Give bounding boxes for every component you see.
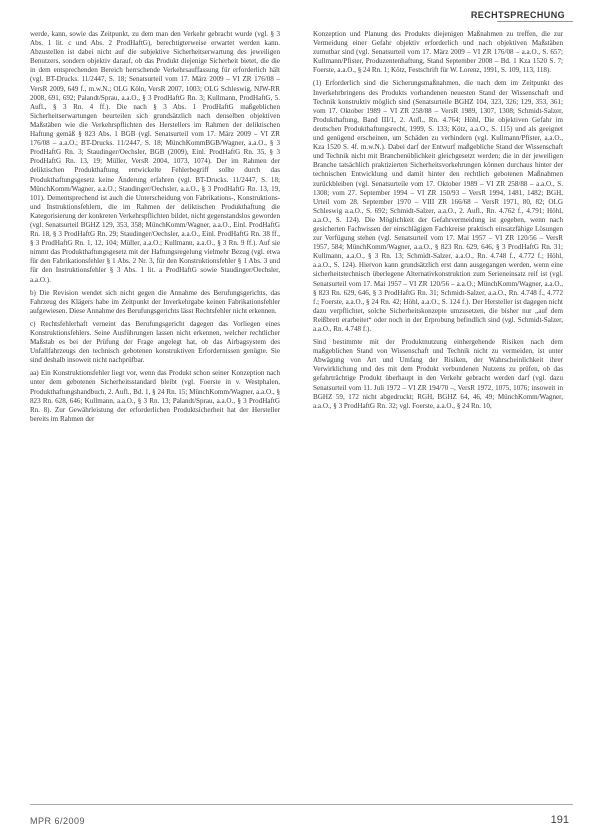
header-rule: [497, 21, 573, 22]
page-header: [0, 0, 603, 26]
right-column: [313, 30, 563, 785]
paragraph: aa) Ein Konstruktionsfehler liegt vor, wenn das Produkt schon seiner Konzeption nach unter dem gebotenen Sicherheitsstandard bleibt (vgl. Foerste in v. Westphalen, Produkthaftungshandbuch, 2. Aufl., Bd. 1, § 24 Rn. 15; MünchKomm/Wagner, a.a.O., § 823 Rn. 628, 646; Kullmann, a.a.O., § 3 Rn. 13; Palandt/Sprau, a.a.O., § 3 ProdHaftG Rn. 8). Zur Gewährleistung der erforderlichen Produktsicherheit hat der Hersteller bereits im Rahmen der: [30, 369, 280, 423]
left-column: [30, 30, 280, 785]
page-footer: [0, 800, 603, 838]
section-label: RECHTSPRECHUNG: [470, 10, 565, 20]
paragraph: werde, kann, sowie das Zeitpunkt, zu dem man den Verkehr gebracht wurde (vgl. § 3 Abs. 1 lit. c und Abs. 2 ProdHaftG), berechtigterweise erwartet werden kann. Abzustellen ist dabei nicht auf die subjektive Sicherheitserwartung des jeweiligen Benutzers, sondern objektiv darauf, ob das Produkt diejenige Sicherheit bietet, die die in dem entsprechenden Bereich herrschende Verkehrsauffassung für erforderlich hält (vgl. BT-Drucks. 11/2447, S. 18; Senatsurteil vom 17. März 2009 – VI ZR 176/08 – VersR 2009, 649 f., m.w.N.; OLG Köln, VersR 2007, 1003; OLG Schleswig, NJW-RR 2008, 691, 692; Palandt/Sprau, a.a.O., § 3 ProdHaftG Rn. 3; Kullmann, ProdHaftG, 5. Aufl., § 3 Rn. 4 ff.). Die nach § 3 Abs. 1 ProdHaftG maßgeblichen Sicherheitserwartungen beurteilen sich grundsätzlich nach denselben objektiven Maßstäben wie die Verkehrspflichten des Herstellers im Rahmen der deliktischen Haftung gemäß § 823 Abs. 1 BGB (vgl. Senatsurteil vom 17. März 2009 – VI ZR 176/08 – a.a.O.; BT-Drucks. 11/2447, S. 18; MünchKommBGB/Wagner, a.a.O., § 3 ProdHaftG Rn. 3; Staudinger/Oechsler, BGB (2009), Einl. ProdHaftG Rn. 35, § 3 ProdHaftG Rn. 13, 19; Müller, VersR 2004, 1073, 1074). Der im Rahmen der deliktischen Produkthaftung entwickelte Fehlerbegriff sollte durch das Produkthaftungsgesetz keine Änderung erfahren (vgl. BT-Drucks. 11/2447, S. 18; MünchKomm/Wagner, a.a.O.; Staudinger/Oechsler, a.a.O., § 3 ProdHaftG Rn. 13, 19, 101). Dementsprechend ist auch die Unterscheidung von Fabrikations-, Konstruktions- und Instruktionsfehlern, die im Rahmen der deliktischen Produkthaftung die Kategorisierung der konkreten Verkehrspflichten bildet, nicht gegenstandslos geworden (vgl. Senatsurteil BGHZ 129, 353, 358; MünchKomm/Wagner, a.a.O., Einl. ProdHaftG Rn. 18, § 3 ProdHaftG Rn. 29; Staudinger/Oechsler, a.a.O., Einl. ProdHaftG Rn. 38 ff., § 3 ProdHaftG Rn. 1, 12, 104; Müller, a.a.O.; Kullmann, a.a.O., § 3 Rn. 9 ff.). Auf sie nimmt das Produkthaftungsgesetz mit der Haftungsregelung vielmehr Bezug (vgl. etwa für den Fabrikationsfehler § 1 Abs. 2 Nr. 3, für den Konstruktionsfehler § 1 Abs. 3 und für den Instruktionsfehler § 3 Abs. 1 lit. a ProdHaftG sowie Staudinger/Oechsler, a.a.O.).: [30, 30, 280, 284]
paragraph: Konzeption und Planung des Produkts diejenigen Maßnahmen zu treffen, die zur Vermeidung einer Gefahr objektiv erforderlich und nach objektiven Maßstäben zumutbar sind (vgl. Senatsurteil vom 17. März 2009 – VI ZR 176/08 – a.a.O., S. 657; Kullmann/Pfister, Produzentenhaftung, Stand September 2008 – Bd. 1 Kza 1520 S. 7; Foerste, a.a.O., § 24 Rn. 1; Kötz, Festschrift für W. Lorenz, 1991, S. 109, 113, 118).: [313, 30, 563, 75]
paragraph: b) Die Revision wendet sich nicht gegen die Annahme des Berufungsgerichts, das Fahrzeug des Klägers habe im Zeitpunkt der Inverkehrgabe keinen Fabrikationsfehler aufgewiesen. Diese Annahme des Berufungsgerichts lässt Rechtsfehler nicht erkennen.: [30, 288, 280, 315]
page-number: 191: [550, 814, 569, 826]
journal-issue: MPR 6/2009: [30, 816, 86, 826]
paragraph: c) Rechtsfehlerhaft verneint das Berufungsgericht dagegen das Vorliegen eines Konstruktionsfehlers. Seine Ausführungen lassen nicht erkennen, welcher rechtlicher Maßstab es bei der Prüfung der Frage angelegt hat, ob das Airbagsystem des Unfallfahrzeugs den technisch gebotenen konstruktiven Erfordernissen genügte. Sie sind deshalb insoweit nicht nachprüfbar.: [30, 319, 280, 365]
footer-rule: [30, 804, 573, 805]
paragraph: Sind bestimmte mit der Produktnutzung einhergehende Risiken nach dem maßgeblichen Stand von Wissenschaft und Technik nicht zu vermeiden, ist unter Abwägung von Art und Umfang der Risiken, der Wahrscheinlichkeit ihrer Verwirklichung und des mit dem Produkt verbundenen Nutzens zu prüfen, ob das gefahrträchtige Produkt überhaupt in den Verkehr gebracht werden darf (vgl. dazu Senatsurteil vom 11. Juli 1972 – VI ZR 194/70 –, VersR 1972, 1075, 1076; insoweit in BGHZ 59, 172 nicht abgedruckt; RGH, BGHZ 64, 46, 49; MünchKomm/Wagner, a.a.O., § 3 ProdHaftG Rn. 32; vgl. Foerste, a.a.O., § 24 Rn. 10,: [313, 338, 563, 410]
paragraph: (1) Erforderlich sind die Sicherungsmaßnahmen, die nach dem im Zeitpunkt des Inverkehrbringens des Produkts vorhandenen neuesten Stand der Wissenschaft und Technik konstruktiv möglich sind (Senatsurteile BGHZ 104, 323, 326; 129, 353, 361; vom 17. Oktober 1989 – VI ZR 258/88 – VersR 1989, 1307, 1308; Schmidt-Salzer, Produkthaftung, Band III/1, 2. Aufl., Rn. 4.764; Höhl, Die objektiven Gefahr im deutschen Produkthaftungsrecht, 1999, S. 133; Kötz, a.a.O., S. 115) und als geeignet und genügend erscheinen, um Schäden zu verhindern (vgl. Kullmann/Pfister, a.a.O., Kza 1520 S. 4f. m.w.N.). Dabei darf der Entwurf maßgebliche Stand der Wissenschaft und Technik nicht mit Branchenüblichkeit gleichgesetzt werden; die in der jeweiligen Branche tatsächlich praktizierten Sicherheitsvorkehrungen können durchaus hinter der technischen Entwicklung und damit hinter den rechtlich gebotenen Maßnahmen zurückbleiben (vgl. Senatsurteile vom 17. Oktober 1989 – VI ZR 258/88 – a.a.O., S. 1308; vom 27. September 1994 – VI ZR 150/93 – VersR 1994, 1481, 1482; BGH, Urteil vom 28. September 1970 – VIII ZR 166/68 – VersR 1971, 80, 82; OLG Schleswig a.a.O., S. 692; Schmidt-Salzer, a.a.O., 2. Aufl., Rn. 4.762 f., 4.791; Höhl, a.a.O., S. 124). Die Möglichkeit der Gefahrvermeidung ist gegeben, wenn nach gesicherten Fachwissen der einschlägigen Fachkreise praktisch einsatzfähige Lösungen zur Verfügung stehen (vgl. Senatsurteil vom 17. Mai 1957 – VI ZR 120/56 – VersR 1957, 584; MünchKomm/Wagner, a.a.O., § 823 Rn. 629, 646, § 3 ProdHaftG Rn. 31; Kullmann, a.a.O., § 3 Rn. 13; Schmidt-Salzer, a.a.O., Rn. 4.748 f., 4.772 f.; Höhl, a.a.O., S. 124). Hiervon kann grundsätzlich erst dann ausgegangen werden, wenn eine sicherheitstechnisch überlegene Alternativkonstruktion zum Serieneinsatz reif ist (vgl. Senatsurteil vom 17. Mai 1957 – VI ZR 120/56 – a.a.O.; MünchKomm/Wagner, a.a.O., § 823 Rn. 629, 646, § 3 ProdHaftG Rn. 31; Schmidt-Salzer, a.a.O., Rn. 4.748 f., 4.772 f.; Foerste, a.a.O., § 24 Rn. 42; Höhl, a.a.O., S. 124 f.). Der Hersteller ist dagegen nicht dazu verpflichtet, solche Sicherheitskonzepte umzusetzen, die bisher nur „auf dem Reißbrett erarbeitet“ oder noch in der Erprobung befindlich sind (vgl. Schmidt-Salzer, a.a.O., Rn. 4.748 f.).: [313, 79, 563, 333]
